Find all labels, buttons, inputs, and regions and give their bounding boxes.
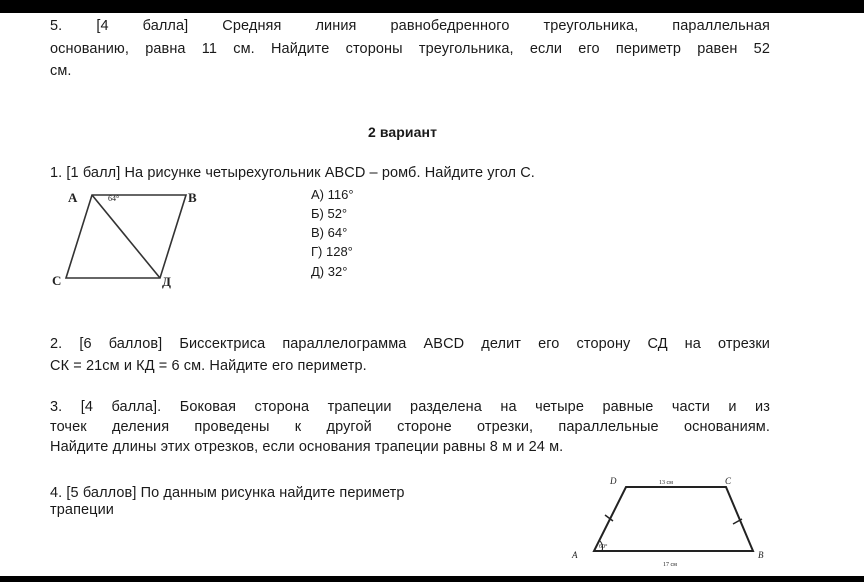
task1-option-c: В) 64° bbox=[311, 225, 348, 240]
task1-option-a: А) 116° bbox=[311, 187, 354, 202]
task1-text: 1. [1 балл] На рисунке четырехугольник ABCD – ромб. Найдите угол С. bbox=[50, 165, 535, 181]
variant-title: 2 вариант bbox=[368, 124, 438, 140]
task4-line1: 4. [5 баллов] По данным рисунка найдите периметр bbox=[50, 485, 405, 501]
task3-line2: точек деления проведены к другой стороне отрезки, параллельные основаниям. bbox=[50, 419, 770, 435]
vertex-d-label: D bbox=[610, 476, 617, 486]
angle-label: 64° bbox=[108, 194, 120, 203]
top-base-label: 13 см bbox=[659, 480, 673, 486]
task5-line3: см. bbox=[50, 63, 72, 79]
task5-line2: основанию, равна 11 см. Найдите стороны треугольника, если его периметр равен 52 bbox=[50, 41, 770, 57]
task3-line3: Найдите длины этих отрезков, если основания трапеции равны 8 м и 24 м. bbox=[50, 439, 564, 455]
trapezoid-shape bbox=[594, 487, 753, 551]
vertex-b-label: B bbox=[758, 550, 764, 560]
bottom-base-label: 17 см bbox=[663, 562, 677, 568]
task1-option-b: Б) 52° bbox=[311, 206, 348, 221]
vertex-a-label: А bbox=[68, 190, 78, 205]
task3-line1: 3. [4 балла]. Боковая сторона трапеции разделена на четыре равные части и из bbox=[50, 399, 770, 415]
task2-line1: 2. [6 баллов] Биссектриса параллелограмма ABCD делит его сторону СД на отрезки bbox=[50, 336, 770, 352]
task4-line2: трапеции bbox=[50, 502, 114, 518]
vertex-c-label: С bbox=[52, 273, 62, 288]
vertex-b-label: В bbox=[188, 190, 197, 205]
task1-option-d: Г) 128° bbox=[311, 244, 353, 259]
vertex-c-label: C bbox=[725, 476, 732, 486]
trapezoid-figure bbox=[568, 474, 778, 574]
rhombus-figure bbox=[50, 186, 210, 292]
task1-option-e: Д) 32° bbox=[311, 264, 348, 279]
rhombus-diagonal bbox=[92, 195, 160, 278]
vertex-d-label: Д bbox=[162, 274, 171, 289]
angle-label: 60° bbox=[599, 544, 608, 550]
vertex-a-label: A bbox=[572, 550, 578, 560]
task2-line2: СК = 21см и КД = 6 см. Найдите его периметр. bbox=[50, 358, 367, 374]
task5-line1: 5. [4 балла] Средняя линия равнобедренного треугольника, параллельная bbox=[50, 18, 770, 34]
